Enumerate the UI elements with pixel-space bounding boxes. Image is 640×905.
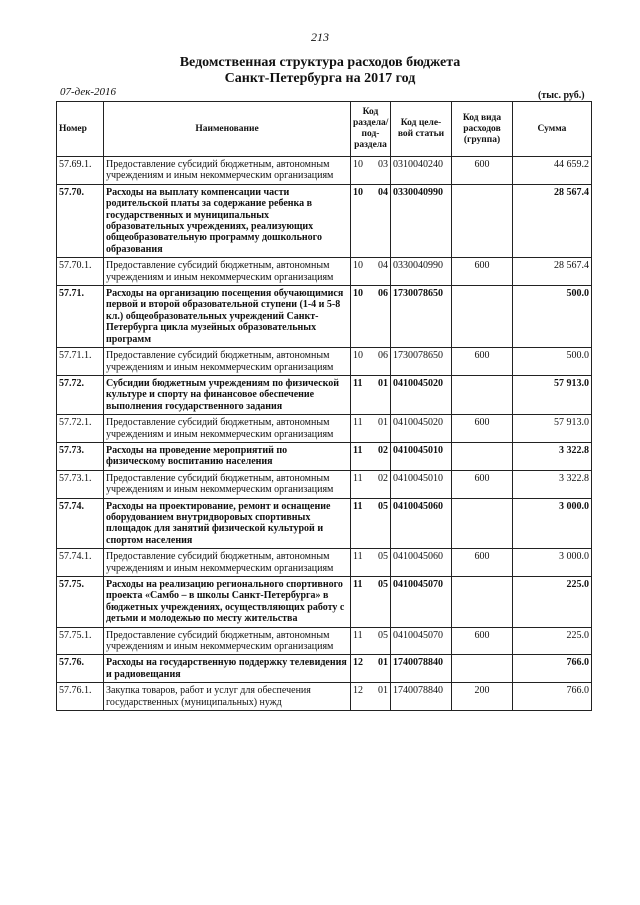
row-number: 57.76. bbox=[57, 655, 104, 683]
row-expense-type: 600 bbox=[452, 348, 513, 376]
row-subsection: 03 bbox=[378, 159, 388, 170]
row-section: 10 bbox=[353, 350, 363, 362]
row-section: 11 bbox=[353, 551, 363, 563]
row-expense-type bbox=[452, 577, 513, 628]
row-amount: 28 567.4 bbox=[513, 258, 592, 286]
row-subsection: 05 bbox=[378, 629, 388, 641]
row-section: 10 bbox=[353, 288, 363, 300]
row-number: 57.74.1. bbox=[57, 549, 104, 577]
table-row bbox=[57, 655, 592, 683]
row-article-code: 0310040240 bbox=[391, 157, 452, 185]
row-amount: 28 567.4 bbox=[513, 184, 592, 257]
table-row bbox=[57, 577, 592, 628]
row-article-code: 1740078840 bbox=[391, 655, 452, 683]
row-section-code bbox=[351, 442, 391, 470]
budget-table bbox=[56, 101, 592, 711]
row-section-code bbox=[351, 157, 391, 185]
row-amount: 766.0 bbox=[513, 683, 592, 711]
table-row bbox=[57, 549, 592, 577]
row-article-code: 0410045070 bbox=[391, 627, 452, 655]
row-amount: 44 659.2 bbox=[513, 157, 592, 185]
row-section: 11 bbox=[353, 417, 363, 429]
row-expense-type: 600 bbox=[452, 258, 513, 286]
row-article-code: 0410045020 bbox=[391, 375, 452, 414]
table-row bbox=[57, 286, 592, 348]
row-subsection: 05 bbox=[378, 551, 388, 563]
row-subsection: 01 bbox=[378, 417, 388, 429]
row-subsection: 01 bbox=[378, 657, 388, 669]
row-subsection: 04 bbox=[378, 260, 388, 272]
row-expense-type: 600 bbox=[452, 549, 513, 577]
row-number: 57.72.1. bbox=[57, 415, 104, 443]
table-row bbox=[57, 627, 592, 655]
row-section: 12 bbox=[353, 657, 363, 669]
row-section: 11 bbox=[353, 629, 363, 641]
row-subsection: 05 bbox=[378, 500, 388, 512]
row-section: 12 bbox=[353, 685, 363, 697]
row-expense-type bbox=[452, 184, 513, 257]
row-article-code: 0410045070 bbox=[391, 577, 452, 628]
row-article-code: 1730078650 bbox=[391, 348, 452, 376]
row-section: 10 bbox=[353, 260, 363, 272]
table-row bbox=[57, 498, 592, 549]
row-subsection: 02 bbox=[378, 444, 388, 456]
document-date: 07-дек-2016 bbox=[60, 86, 117, 98]
row-expense-type: 600 bbox=[452, 627, 513, 655]
row-expense-type: 600 bbox=[452, 157, 513, 185]
row-article-code: 0410045060 bbox=[391, 498, 452, 549]
row-name: Закупка товаров, работ и услуг для обеспечения государственных (муниципальных) нужд bbox=[104, 683, 351, 711]
row-article-code: 1740078840 bbox=[391, 683, 452, 711]
header-expense-type: Код вида расходов (группа) bbox=[452, 102, 513, 157]
title-line-1: Ведомственная структура расходов бюджета bbox=[179, 55, 461, 70]
row-section-code bbox=[351, 470, 391, 498]
row-section-code bbox=[351, 683, 391, 711]
row-expense-type: 600 bbox=[452, 470, 513, 498]
row-amount: 3 322.8 bbox=[513, 442, 592, 470]
row-expense-type bbox=[452, 655, 513, 683]
row-number: 57.75. bbox=[57, 577, 104, 628]
row-amount: 3 322.8 bbox=[513, 470, 592, 498]
table-row bbox=[57, 375, 592, 414]
row-section-code bbox=[351, 498, 391, 549]
row-amount: 225.0 bbox=[513, 627, 592, 655]
table-row bbox=[57, 683, 592, 711]
header-section-code: Код раздела/ под- раздела bbox=[351, 102, 391, 157]
row-article-code: 0330040990 bbox=[391, 184, 452, 257]
row-section: 10 bbox=[353, 186, 363, 198]
table-row bbox=[57, 470, 592, 498]
row-section-code bbox=[351, 549, 391, 577]
row-amount: 57 913.0 bbox=[513, 375, 592, 414]
row-number: 57.70.1. bbox=[57, 258, 104, 286]
row-name: Расходы на государственную поддержку телевидения и радиовещания bbox=[104, 655, 351, 683]
row-amount: 57 913.0 bbox=[513, 415, 592, 443]
row-name: Предоставление субсидий бюджетным, автономным учреждениям и иным некоммерческим организациям bbox=[104, 549, 351, 577]
units-label: (тыс. руб.) bbox=[538, 90, 585, 101]
row-expense-type: 200 bbox=[452, 683, 513, 711]
title-line-2: Санкт-Петербурга на 2017 год bbox=[224, 71, 416, 86]
row-section-code bbox=[351, 375, 391, 414]
row-expense-type bbox=[452, 442, 513, 470]
row-name: Предоставление субсидий бюджетным, автономным учреждениям и иным некоммерческим организациям bbox=[104, 348, 351, 376]
row-section: 11 bbox=[353, 472, 363, 484]
row-section-code bbox=[351, 655, 391, 683]
row-name: Предоставление субсидий бюджетным, автономным учреждениям и иным некоммерческим организациям bbox=[104, 415, 351, 443]
document-title bbox=[0, 55, 640, 87]
table-row bbox=[57, 442, 592, 470]
row-section-code bbox=[351, 627, 391, 655]
row-expense-type: 600 bbox=[452, 415, 513, 443]
row-section-code bbox=[351, 184, 391, 257]
row-name: Предоставление субсидий бюджетным, автономным учреждениям и иным некоммерческим организациям bbox=[104, 258, 351, 286]
row-section-code bbox=[351, 348, 391, 376]
row-number: 57.71.1. bbox=[57, 348, 104, 376]
table-row bbox=[57, 184, 592, 257]
row-subsection: 01 bbox=[378, 685, 388, 697]
row-section: 10 bbox=[353, 159, 363, 170]
row-number: 57.76.1. bbox=[57, 683, 104, 711]
row-article-code: 0410045060 bbox=[391, 549, 452, 577]
row-name: Расходы на проведение мероприятий по физическому воспитанию населения bbox=[104, 442, 351, 470]
row-subsection: 01 bbox=[378, 377, 388, 389]
row-section-code bbox=[351, 577, 391, 628]
row-expense-type bbox=[452, 375, 513, 414]
row-section: 11 bbox=[353, 377, 363, 389]
row-section: 11 bbox=[353, 579, 363, 590]
row-name: Предоставление субсидий бюджетным, автономным учреждениям и иным некоммерческим организациям bbox=[104, 627, 351, 655]
row-section-code bbox=[351, 286, 391, 348]
row-amount: 3 000.0 bbox=[513, 549, 592, 577]
row-number: 57.75.1. bbox=[57, 627, 104, 655]
row-subsection: 06 bbox=[378, 288, 388, 300]
row-subsection: 05 bbox=[378, 579, 388, 590]
table-row bbox=[57, 348, 592, 376]
page-number: 213 bbox=[311, 30, 329, 44]
row-name: Расходы на выплату компенсации части родительской платы за содержание ребенка в государственных и муниципальных образовательных учреждениях, реализующих общеобразовательную программу дошкольного образования bbox=[104, 184, 351, 257]
table-row bbox=[57, 258, 592, 286]
row-number: 57.72. bbox=[57, 375, 104, 414]
row-section: 11 bbox=[353, 500, 363, 512]
row-subsection: 04 bbox=[378, 186, 388, 198]
row-amount: 225.0 bbox=[513, 577, 592, 628]
row-amount: 3 000.0 bbox=[513, 498, 592, 549]
row-number: 57.73.1. bbox=[57, 470, 104, 498]
row-article-code: 0410045020 bbox=[391, 415, 452, 443]
row-name: Предоставление субсидий бюджетным, автономным учреждениям и иным некоммерческим организациям bbox=[104, 157, 351, 185]
header-name: Наименование bbox=[104, 102, 351, 157]
row-number: 57.71. bbox=[57, 286, 104, 348]
row-amount: 766.0 bbox=[513, 655, 592, 683]
table-header-row bbox=[57, 102, 592, 157]
row-amount: 500.0 bbox=[513, 348, 592, 376]
row-article-code: 0330040990 bbox=[391, 258, 452, 286]
header-amount: Сумма bbox=[513, 102, 592, 157]
row-name: Субсидии бюджетным учреждениям по физической культуре и спорту на финансовое обеспечение выполнения государственного задания bbox=[104, 375, 351, 414]
row-name: Предоставление субсидий бюджетным, автономным учреждениям и иным некоммерческим организациям bbox=[104, 470, 351, 498]
row-number: 57.74. bbox=[57, 498, 104, 549]
row-number: 57.73. bbox=[57, 442, 104, 470]
header-number: Номер bbox=[57, 102, 104, 157]
row-name: Расходы на проектирование, ремонт и оснащение оборудованием внутридворовых спортивных площадок для занятий физической культурой и спортом населения bbox=[104, 498, 351, 549]
row-number: 57.69.1. bbox=[57, 157, 104, 185]
table-row bbox=[57, 415, 592, 443]
table-body bbox=[57, 157, 592, 711]
row-section-code bbox=[351, 415, 391, 443]
row-expense-type bbox=[452, 498, 513, 549]
row-article-code: 0410045010 bbox=[391, 442, 452, 470]
row-article-code: 1730078650 bbox=[391, 286, 452, 348]
row-subsection: 06 bbox=[378, 350, 388, 362]
row-amount: 500.0 bbox=[513, 286, 592, 348]
row-subsection: 02 bbox=[378, 472, 388, 484]
row-name: Расходы на организацию посещения обучающимися первой и второй образовательной ступени (1-4 и 5-8 кл.) общеобразовательных учреждений Санкт-Петербурга цикла музейных образовательных программ bbox=[104, 286, 351, 348]
table-row bbox=[57, 157, 592, 185]
row-section: 11 bbox=[353, 444, 363, 456]
row-section-code bbox=[351, 258, 391, 286]
header-article-code: Код целе- вой статьи bbox=[391, 102, 452, 157]
row-name: Расходы на реализацию регионального спортивного проекта «Самбо – в школы Санкт-Петербурга» в бюджетных учреждениях, осуществляющих работу с детьми и молодежью по месту жительства bbox=[104, 577, 351, 628]
row-number: 57.70. bbox=[57, 184, 104, 257]
row-expense-type bbox=[452, 286, 513, 348]
row-article-code: 0410045010 bbox=[391, 470, 452, 498]
